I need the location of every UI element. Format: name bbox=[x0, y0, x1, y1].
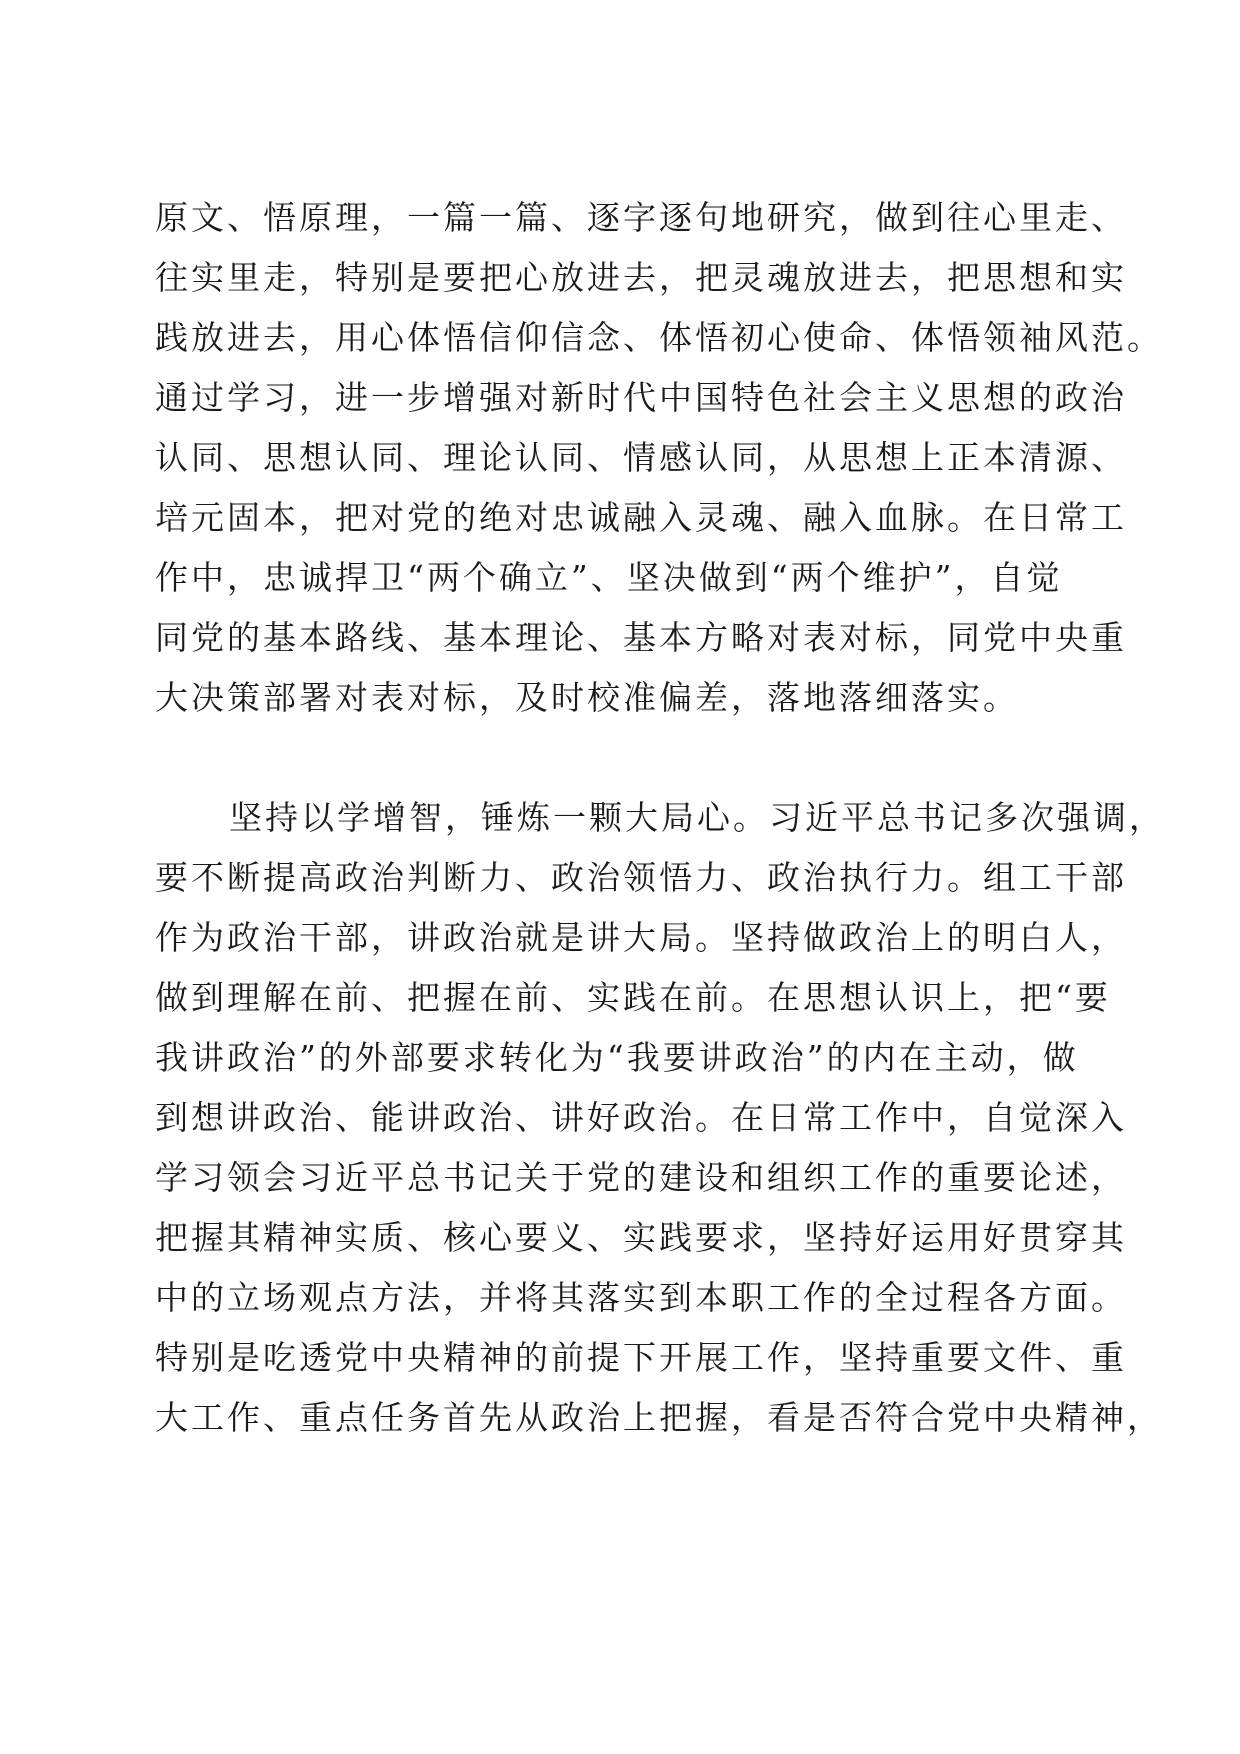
text-line: 中的立场观点方法，并将其落实到本职工作的全过程各方面。 bbox=[155, 1278, 1127, 1317]
paragraph-2 bbox=[155, 788, 1165, 1448]
text-line: 做到理解在前、把握在前、实践在前。在思想认识上，把“要 bbox=[155, 978, 1111, 1017]
text-line: 到想讲政治、能讲政治、讲好政治。在日常工作中，自觉深入 bbox=[155, 1098, 1127, 1137]
text-line: 原文、悟原理，一篇一篇、逐字逐句地研究，做到往心里走、 bbox=[155, 198, 1127, 237]
text-line: 作中，忠诚捍卫“两个确立”、坚决做到“两个维护”，自觉 bbox=[155, 558, 1063, 597]
text-line: 把握其精神实质、核心要义、实践要求，坚持好运用好贯穿其 bbox=[155, 1218, 1127, 1257]
text-line: 学习领会习近平总书记关于党的建设和组织工作的重要论述， bbox=[155, 1158, 1127, 1197]
text-line: 大决策部署对表对标，及时校准偏差，落地落细落实。 bbox=[155, 678, 1019, 717]
text-line: 践放进去，用心体悟信仰信念、体悟初心使命、体悟领袖风范。 bbox=[155, 318, 1163, 357]
text-line: 我讲政治”的外部要求转化为“我要讲政治”的内在主动，做 bbox=[155, 1038, 1079, 1077]
text-line: 大工作、重点任务首先从政治上把握，看是否符合党中央精神， bbox=[155, 1398, 1163, 1437]
text-line: 往实里走，特别是要把心放进去，把灵魂放进去，把思想和实 bbox=[155, 258, 1127, 297]
text-line: 同党的基本路线、基本理论、基本方略对表对标，同党中央重 bbox=[155, 618, 1127, 657]
paragraph-1 bbox=[155, 188, 1163, 728]
text-line: 特别是吃透党中央精神的前提下开展工作，坚持重要文件、重 bbox=[155, 1338, 1127, 1377]
text-line: 培元固本，把对党的绝对忠诚融入灵魂、融入血脉。在日常工 bbox=[155, 498, 1127, 537]
text-line: 坚持以学增智，锤炼一颗大局心。习近平总书记多次强调， bbox=[229, 798, 1165, 837]
text-line: 认同、思想认同、理论认同、情感认同，从思想上正本清源、 bbox=[155, 438, 1127, 477]
text-line: 要不断提高政治判断力、政治领悟力、政治执行力。组工干部 bbox=[155, 858, 1127, 897]
text-line: 通过学习，进一步增强对新时代中国特色社会主义思想的政治 bbox=[155, 378, 1127, 417]
text-line: 作为政治干部，讲政治就是讲大局。坚持做政治上的明白人， bbox=[155, 918, 1127, 957]
